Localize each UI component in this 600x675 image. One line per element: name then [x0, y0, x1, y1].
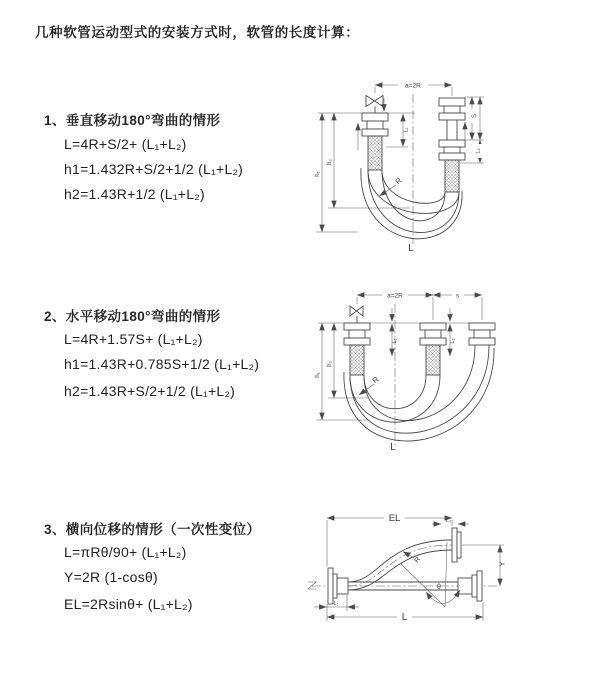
diagram-vertical-180-bend — [312, 70, 600, 270]
d3-length-label: L — [401, 612, 408, 623]
hose-u-bend-arcs — [344, 345, 494, 441]
d3-dim-label-el: EL — [388, 513, 401, 524]
section1-heading: 1、垂直移动180°弯曲的情形 — [44, 113, 221, 128]
section1-formula-L: L=4R+S/2+ (L₁+L₂) — [64, 136, 187, 152]
section2-formula-h1: h1=1.43R+0.785S+1/2 (L₁+L₂) — [64, 356, 260, 372]
d2-dim-label-l2: L₂ — [450, 338, 456, 344]
d2-dim-label-a2r: a=2R — [387, 292, 403, 300]
d2-length-label: L — [390, 442, 396, 453]
d2-dim-label-s: s — [455, 292, 460, 300]
section2-heading: 2、水平移动180°弯曲的情形 — [44, 309, 221, 324]
flange-left — [344, 323, 370, 345]
break-mark — [308, 582, 316, 589]
d2-dim-label-l1: L₁ — [392, 338, 398, 344]
d3-dim-label-y: Y — [497, 561, 507, 567]
d1-dim-label-a2r: a=2R — [405, 82, 421, 90]
flange-left — [362, 113, 388, 136]
section3-formula-EL: EL=2Rsinθ+ (L₁+L₂) — [64, 596, 193, 612]
d3-dim-label-l1: L₁ — [333, 601, 339, 607]
d2-dim-label-h1: h₁ — [315, 372, 321, 378]
flange-middle — [420, 323, 446, 345]
d1-dim-label-h2: h₂ — [327, 159, 333, 165]
diagram-horizontal-180-bend — [310, 280, 600, 470]
d1-dim-label-l2: L₂ — [475, 148, 482, 154]
section3-heading: 3、横向位移的情形（一次性变位） — [44, 522, 261, 537]
d1-dim-label-h1: h₁ — [315, 171, 321, 177]
valve-icon — [350, 306, 363, 323]
d3-angle-label: θ — [437, 584, 441, 591]
valve-icon — [366, 96, 383, 114]
section1-formula-h1: h1=1.432R+S/2+1/2 (L₁+L₂) — [64, 161, 244, 177]
flange-top-displaced — [452, 528, 461, 562]
section2-formula-h2: h2=1.43R+S/2+1/2 (L₁+L₂) — [64, 383, 236, 399]
flange-right-top — [439, 98, 465, 120]
hose-braid-middle — [426, 345, 440, 375]
d1-dim-label-l1: L₁ — [403, 127, 410, 133]
d3-dimension-lines — [314, 513, 504, 623]
d1-length-label: L — [408, 243, 414, 254]
section1-formula-h2: h2=1.43R+1/2 (L₁+L₂) — [64, 186, 205, 202]
flange-left — [328, 568, 348, 604]
section2-formula-L: L=4R+1.57S+ (L₁+L₂) — [64, 331, 203, 347]
flange-right-lower — [439, 140, 465, 160]
d2-dimension-lines — [316, 291, 492, 421]
section3-formula-Y: Y=2R (1-cosθ) — [64, 569, 158, 585]
d3-radius-label: R — [413, 555, 423, 565]
flange-right-displaced — [469, 323, 495, 345]
d1-dim-label-s: S — [472, 113, 478, 119]
section3-formula-L: L=πRθ/90+ (L₁+L₂) — [64, 544, 187, 560]
diagram-lateral-displacement — [300, 498, 600, 651]
hose-braid-left — [350, 345, 364, 375]
d3-dim-label-l2: L₂ — [445, 518, 452, 524]
hose-displaced-position — [348, 540, 452, 590]
d1-radius-label: R — [393, 175, 404, 187]
flange-right-straight — [458, 571, 482, 601]
d2-dim-label-h2: h₂ — [327, 361, 333, 367]
hose-braid-left — [368, 136, 382, 170]
hose-braid-right — [445, 160, 459, 192]
page-title: 几种软管运动型式的安装方式时，软管的长度计算： — [35, 25, 360, 40]
d2-radius-label: R — [370, 374, 381, 386]
